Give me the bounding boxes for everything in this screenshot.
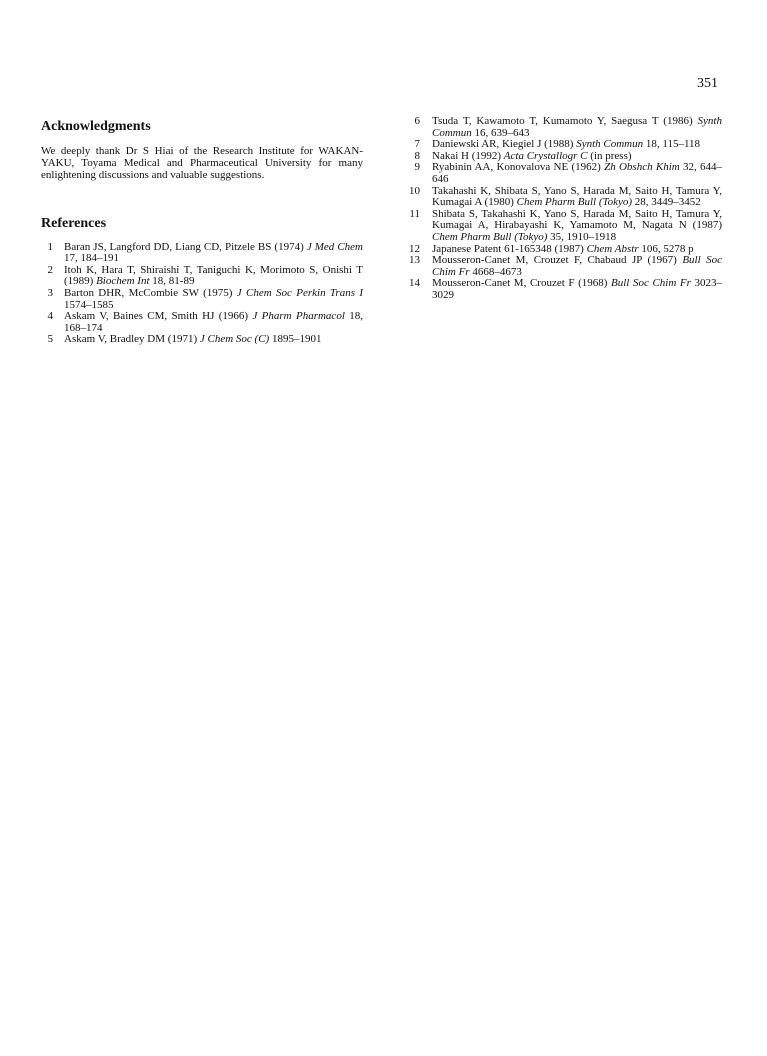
page-number: 351 bbox=[697, 76, 718, 91]
reference-details: (in press) bbox=[587, 149, 632, 162]
reference-item bbox=[41, 242, 363, 265]
reference-item bbox=[396, 162, 722, 185]
acknowledgments-text: We deeply thank Dr S Hiai of the Research Institute for WAKAN-YAKU, Toyama Medical and Pharmaceutical University for many enlightening discussions and valuable suggestions. bbox=[41, 145, 363, 182]
reference-text bbox=[53, 265, 363, 288]
reference-details: 106, 5278 p bbox=[638, 242, 694, 255]
reference-item bbox=[396, 209, 722, 244]
reference-text bbox=[53, 242, 363, 265]
reference-number: 8 bbox=[414, 149, 420, 162]
reference-authors: Daniewski AR, Kiegiel J (1988) bbox=[432, 138, 577, 151]
reference-details: 17, 184–191 bbox=[64, 252, 119, 265]
reference-journal: J Chem Soc Perkin Trans I bbox=[236, 286, 363, 299]
reference-journal: J Chem Soc (C) bbox=[199, 333, 270, 346]
reference-authors: Takahashi K, Shibata S, Yano S, Harada M, Saito H, Tamura Y, Kumagai A (1980) bbox=[432, 184, 722, 209]
reference-details: 1574–1585 bbox=[64, 298, 114, 311]
reference-authors: Barton DHR, McCombie SW (1975) bbox=[64, 286, 237, 299]
reference-number: 13 bbox=[409, 254, 420, 267]
reference-journal: Biochem Int bbox=[96, 275, 150, 288]
reference-details: 3023–3029 bbox=[432, 277, 722, 301]
reference-number: 4 bbox=[47, 310, 53, 323]
reference-journal: Chem Pharm Bull (Tokyo) bbox=[516, 196, 633, 209]
reference-journal: J Pharm Pharmacol bbox=[252, 310, 345, 323]
reference-item bbox=[41, 311, 363, 334]
reference-item bbox=[41, 288, 363, 311]
reference-journal: Synth Commun bbox=[432, 115, 722, 139]
left-column bbox=[41, 116, 363, 346]
reference-number: 11 bbox=[409, 207, 420, 220]
reference-journal: Bull Soc Chim Fr bbox=[611, 277, 691, 290]
reference-authors: Mousseron-Canet M, Crouzet F, Chabaud JP (1967) bbox=[432, 254, 683, 267]
reference-details: 18, 115–118 bbox=[643, 138, 701, 151]
reference-text bbox=[420, 278, 722, 301]
reference-item bbox=[41, 265, 363, 288]
reference-text bbox=[53, 288, 363, 311]
reference-details: 18, 168–174 bbox=[64, 310, 363, 334]
reference-authors: Askam V, Baines CM, Smith HJ (1966) bbox=[64, 310, 253, 323]
reference-authors: Mousseron-Canet M, Crouzet F (1968) bbox=[432, 277, 612, 290]
reference-text bbox=[420, 186, 722, 209]
reference-journal: Chem Pharm Bull (Tokyo) bbox=[432, 230, 548, 243]
reference-number: 14 bbox=[409, 277, 420, 290]
reference-number: 10 bbox=[409, 184, 420, 197]
reference-item bbox=[396, 116, 722, 139]
reference-item bbox=[41, 334, 363, 346]
reference-number: 5 bbox=[47, 333, 53, 346]
reference-journal: Bull Soc Chim Fr bbox=[432, 254, 723, 278]
reference-number: 2 bbox=[47, 263, 53, 276]
reference-authors: Shibata S, Takahashi K, Yano S, Harada M, Saito H, Tamura Y, Kumagai A, Hirabayashi K, Yamamoto M, Nagata N (1987) bbox=[432, 207, 722, 232]
reference-details: 1895–1901 bbox=[269, 333, 322, 346]
reference-text bbox=[53, 311, 363, 334]
reference-authors: Askam V, Bradley DM (1971) bbox=[64, 333, 200, 346]
reference-details: 28, 3449–3452 bbox=[632, 196, 701, 209]
reference-details: 16, 639–643 bbox=[471, 126, 530, 139]
reference-text bbox=[420, 209, 722, 244]
reference-list-left bbox=[41, 242, 363, 346]
reference-number: 9 bbox=[414, 161, 420, 174]
right-column bbox=[396, 116, 722, 302]
reference-list-right bbox=[396, 116, 722, 302]
reference-authors: Itoh K, Hara T, Shiraishi T, Taniguchi K, Morimoto S, Onishi T (1989) bbox=[64, 263, 363, 288]
reference-authors: Japanese Patent 61-165348 (1987) bbox=[432, 242, 587, 255]
reference-number: 6 bbox=[414, 115, 420, 127]
reference-number: 7 bbox=[414, 138, 420, 151]
reference-authors: Nakai H (1992) bbox=[432, 149, 504, 162]
reference-text bbox=[420, 255, 722, 278]
reference-number: 1 bbox=[47, 240, 53, 253]
reference-number: 12 bbox=[409, 242, 420, 255]
reference-number: 3 bbox=[47, 286, 53, 299]
reference-item bbox=[396, 278, 722, 301]
reference-authors: Ryabinin AA, Konovalova NE (1962) bbox=[432, 161, 605, 174]
reference-authors: Tsuda T, Kawamoto T, Kumamoto Y, Saegusa T (1986) bbox=[432, 115, 698, 127]
reference-details: 35, 1910–1918 bbox=[547, 230, 617, 243]
reference-text bbox=[420, 116, 722, 139]
acknowledgments-heading: Acknowledgments bbox=[41, 119, 151, 134]
reference-details: 32, 644–646 bbox=[432, 161, 723, 185]
reference-journal: J Med Chem bbox=[306, 240, 363, 253]
reference-journal: Acta Crystallogr C bbox=[503, 149, 588, 162]
reference-text bbox=[53, 334, 363, 346]
reference-journal: Zh Obshch Khim bbox=[604, 161, 680, 174]
reference-authors: Baran JS, Langford DD, Liang CD, Pitzele BS (1974) bbox=[64, 240, 307, 253]
reference-journal: Synth Commun bbox=[576, 138, 644, 151]
reference-details: 4668–4673 bbox=[469, 265, 522, 278]
reference-journal: Chem Abstr bbox=[586, 242, 639, 255]
reference-item bbox=[396, 186, 722, 209]
references-heading: References bbox=[41, 215, 107, 231]
reference-text bbox=[420, 162, 722, 185]
reference-details: 18, 81-89 bbox=[149, 275, 195, 288]
reference-item bbox=[396, 255, 722, 278]
